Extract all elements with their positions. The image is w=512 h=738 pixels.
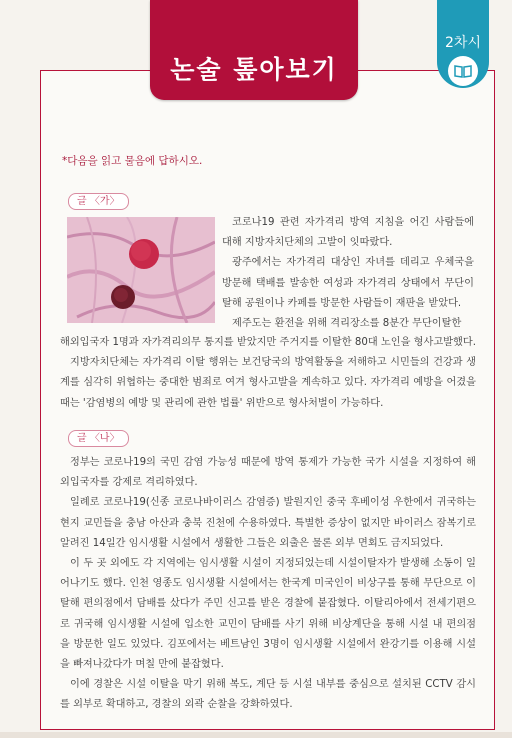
paragraph: 코로나19 관련 자가격리 방역 지침을 어긴 사람들에 대해 지방자치단체의 고발이 잇따랐다. (222, 217, 474, 249)
paragraph: 정부는 코로나19의 국민 감염 가능성 때문에 방역 통제가 가능한 국가 시설을 지정하여 해외입국자를 강제로 격리하였다. (60, 457, 476, 489)
section-label-na: 글 〈나〉 (68, 430, 129, 447)
paragraph: 이에 경찰은 시설 이탈을 막기 위해 복도, 계단 등 시설 내부를 중심으로 설치된 CCTV 감시를 외부로 확대하고, 경찰의 외곽 순찰을 강화하였다. (60, 679, 476, 711)
instruction-text: *다음을 읽고 물음에 답하시오. (62, 155, 203, 167)
microscope-photo (67, 217, 215, 323)
paragraph: 일례로 코로나19(신종 코로나바이러스 감염증) 발원지인 중국 후베이성 우한에서 귀국하는 현지 교민들을 충남 아산과 충북 진천에 수용하였다. 특별한 증상이 없지만 바이러스 잠복기로 알려진 14일간 임시생활 시설에서 생활한 그들은 외출은 물론 외부 면회도 금지되었다. (60, 497, 476, 549)
paragraph: 이 두 곳 외에도 각 지역에는 임시생활 시설이 지정되었는데 시설이탈자가 발생해 소동이 일어나기도 했다. 인천 영종도 임시생활 시설에서는 한국계 미국인이 비상구를 통해 무단으로 이탈해 편의점에서 담배를 샀다가 주민 신고를 받은 경찰에 붙잡혔다. 이탈리아에서 전세기편으로 귀국해 임시생활 시설에 입소한 교민이 담배를 사기 위해 비상계단을 통해 시설 내 편의점을 방문한 일도 있었다. 김포에서는 베트남인 3명이 임시생활 시설에서 완강기를 이용해 시설을 빠져나갔다가 며칠 만에 붙잡혔다. (60, 558, 476, 671)
page-footer-strip (0, 732, 512, 738)
paragraph: 지방자치단체는 자가격리 이탈 행위는 보건당국의 방역활동을 저해하고 시민들의 건강과 생계를 심각히 위협하는 중대한 범죄로 여겨 형사고발을 계속하고 있다. 자가격리 예방을 어겼을 때는 '감염병의 예방 및 관리에 관한 법률' 위반으로 형사처벌이 가능하다. (60, 357, 476, 409)
session-label: 2차시 (445, 35, 481, 51)
book-icon (448, 56, 478, 86)
section-na-text (60, 453, 476, 716)
paragraph: 해외입국자 1명과 자가격리의무 통지를 받았지만 주거지를 이탈한 80대 노인을 형사고발했다. (60, 337, 476, 348)
page-title: 논술 톺아보기 (170, 55, 338, 84)
session-tab (437, 0, 489, 88)
section-label-ga: 글 〈가〉 (68, 193, 129, 210)
paragraph: 제주도는 환전을 위해 격리장소를 8분간 무단이탈한 (232, 318, 462, 330)
section-ga-text-full (60, 333, 476, 414)
section-ga-text-right (222, 213, 474, 334)
paragraph: 광주에서는 자가격리 대상인 자녀를 데리고 우체국을 방문해 택배를 발송한 여성과 자가격리 상태에서 무단이탈해 공원이나 카페를 방문한 사람들이 재판을 받았다. (222, 257, 474, 309)
title-banner (150, 0, 358, 100)
